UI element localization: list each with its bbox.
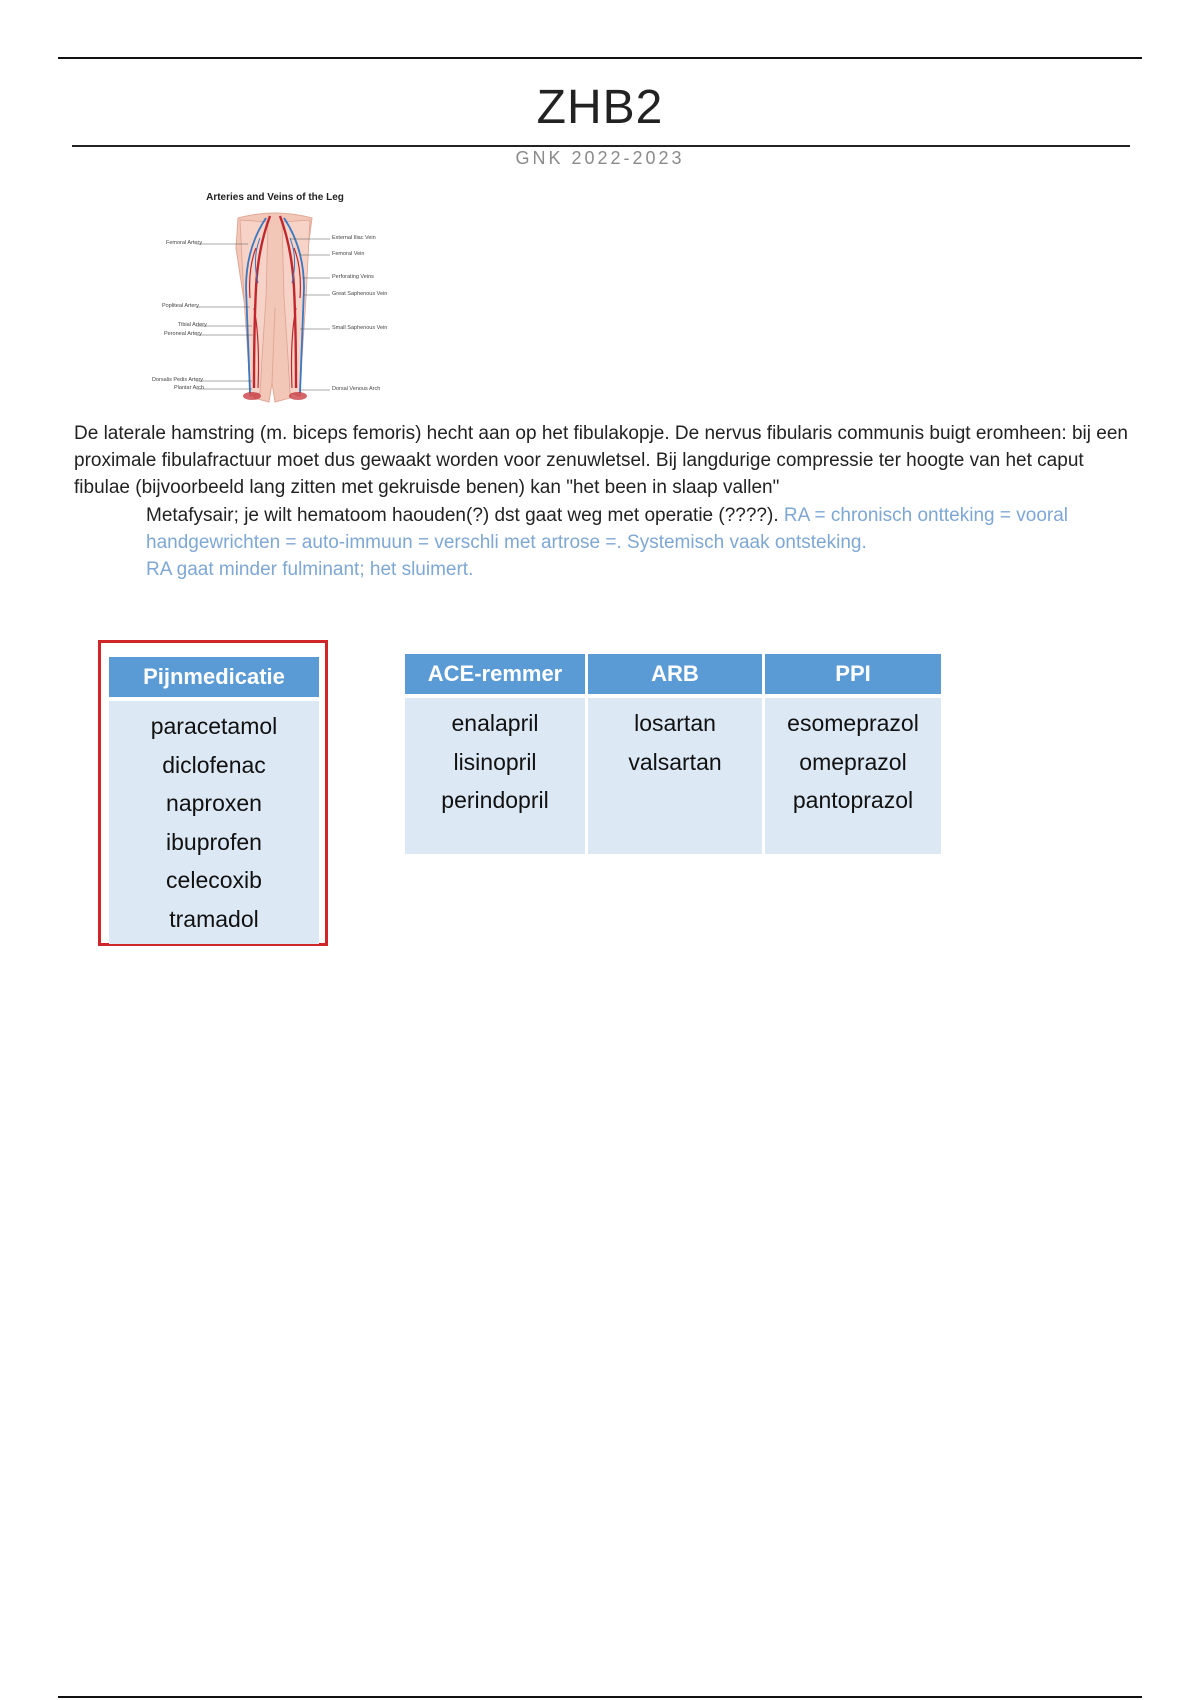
table-cell: naproxen bbox=[166, 790, 262, 816]
table-cell: losartan bbox=[634, 710, 716, 736]
figure-label-left: Popliteal Artery bbox=[162, 303, 199, 309]
page-top-rule bbox=[58, 57, 1142, 59]
table-cell: celecoxib bbox=[166, 867, 262, 893]
page-subtitle: GNK 2022-2023 bbox=[515, 148, 685, 168]
figure-label-right: Great Saphenous Vein bbox=[332, 291, 388, 297]
table-header: PPI bbox=[765, 654, 941, 694]
figure-label-right: Small Saphenous Vein bbox=[332, 325, 388, 331]
table-body bbox=[109, 701, 319, 944]
table-cell: pantoprazol bbox=[792, 787, 914, 813]
table-cell: paracetamol bbox=[150, 713, 278, 739]
table-body bbox=[405, 698, 585, 854]
figure-label-left: Peroneal Artery bbox=[164, 331, 202, 337]
note-black: Metafysair; je wilt hematoom haouden(?) dst gaat weg met operatie (????). bbox=[146, 505, 784, 526]
figure-label-right: Dorsal Venous Arch bbox=[332, 386, 381, 392]
figure-label-left: Tibial Artery bbox=[178, 322, 207, 328]
table-cell: perindopril bbox=[441, 787, 549, 813]
title-underline bbox=[72, 145, 1130, 147]
column-ppi bbox=[765, 654, 941, 854]
table-header: ACE-remmer bbox=[405, 654, 585, 694]
table-body bbox=[765, 698, 941, 854]
pain-medication-table bbox=[109, 657, 319, 944]
column-ace-remmer bbox=[405, 654, 585, 854]
figure-label-left: Plantar Arch bbox=[174, 385, 204, 391]
figure-label-left: Dorsalis Pedis Artery bbox=[152, 377, 204, 383]
page-bottom-rule bbox=[58, 1696, 1142, 1698]
table-cell: diclofenac bbox=[162, 751, 266, 778]
table-header: ARB bbox=[588, 654, 762, 694]
figure-label-right: Femoral Vein bbox=[332, 251, 365, 257]
table-cell: omeprazol bbox=[799, 748, 907, 775]
note-blue-2: RA gaat minder fulminant; het sluimert. bbox=[146, 559, 474, 580]
figure-label-left: Femoral Artery bbox=[166, 240, 203, 246]
table-cell: enalapril bbox=[451, 710, 539, 736]
pain-medication-highlight-frame bbox=[98, 640, 328, 946]
table-cell: ibuprofen bbox=[166, 828, 262, 855]
figure-label-right: External Iliac Vein bbox=[332, 235, 376, 241]
body-paragraph: De laterale hamstring (m. biceps femoris) hecht aan op het fibulakopje. De nervus fibularis communis buigt eromheen: bij een proximale fibulafractuur moet dus gewaakt worden voor zenuwletsel. Bij langdurige compressie ter hoogte van het caput fibulae (bijvoorbeeld lang zitten met gekruisde benen) kan "het been in slaap vallen" bbox=[74, 423, 1128, 498]
column-arb bbox=[588, 654, 762, 854]
table-body bbox=[588, 698, 762, 854]
figure-title: Arteries and Veins of the Leg bbox=[206, 192, 344, 203]
indented-notes bbox=[146, 502, 1136, 583]
figure-label-right: Perforating Veins bbox=[332, 274, 374, 280]
table-cell: valsartan bbox=[628, 748, 722, 775]
table-cell: tramadol bbox=[169, 905, 259, 932]
note-blue: RA = chronisch ontteking = vooral handgewrichten = auto-immuun = verschli met artrose =. Systemisch vaak ontsteking. bbox=[146, 505, 1068, 553]
table-cell: esomeprazol bbox=[787, 710, 919, 736]
page-title: ZHB2 bbox=[536, 81, 664, 134]
leg-vessels-figure bbox=[140, 188, 410, 413]
table-header: Pijnmedicatie bbox=[109, 657, 319, 697]
table-cell: lisinopril bbox=[453, 748, 537, 775]
